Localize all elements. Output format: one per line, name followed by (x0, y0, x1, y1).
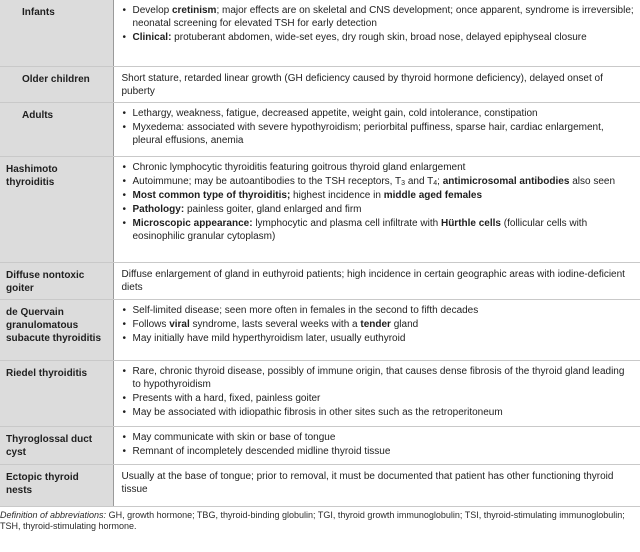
row-label: Infants (0, 0, 113, 66)
row-label: Thyroglossal duct cyst (0, 426, 113, 464)
bullet-item: • Follows viral syndrome, lasts several weeks with a tender gland (122, 318, 635, 331)
row-infants (0, 0, 640, 66)
row-de-quervain (0, 299, 640, 360)
row-label: Hashimoto thyroiditis (0, 156, 113, 262)
bullet-item: • Presents with a hard, fixed, painless goiter (122, 392, 635, 405)
row-label: Riedel thyroiditis (0, 360, 113, 426)
row-content (113, 299, 640, 360)
row-hashimoto (0, 156, 640, 262)
row-diffuse-goiter (0, 262, 640, 299)
row-content (113, 102, 640, 156)
bullet-item: • Rare, chronic thyroid disease, possibly of immune origin, that causes dense fibrosis of the thyroid gland leading to hypothyroidism (122, 365, 635, 391)
row-label: Older children (0, 66, 113, 102)
bullet-item: • Self-limited disease; seen more often in females in the second to fifth decades (122, 304, 635, 317)
row-content (113, 0, 640, 66)
abbreviations-footnote: Definition of abbreviations: GH, growth hormone; TBG, thyroid-binding globulin; TGI, thyroid growth immunoglobulin; TSI, thyroid-stimulating immunoglobulin; TSH, thyroid-stimulating hormone. (0, 510, 625, 531)
bullet-item: • Autoimmune; may be autoantibodies to the TSH receptors, $T_3$ and $T_4$; antimicrosomal antibodies also seen (122, 175, 635, 188)
bullet-item: • Clinical: protuberant abdomen, wide-set eyes, dry rough skin, broad nose, delayed epiphyseal closure (122, 31, 635, 44)
row-content: Usually at the base of tongue; prior to removal, it must be documented that patient has other functioning thyroid tissue (113, 464, 640, 506)
row-ectopic (0, 464, 640, 506)
bullet-item: • Lethargy, weakness, fatigue, decreased appetite, weight gain, cold intolerance, constipation (122, 107, 635, 120)
row-label: Ectopic thyroid nests (0, 464, 113, 506)
bullet-item: • Develop cretinism; major effects are on skeletal and CNS development; once apparent, syndrome is irreversible; neonatal screening for elevated TSH for early detection (122, 4, 635, 30)
row-content: Short stature, retarded linear growth (GH deficiency caused by thyroid hormone deficiency), delayed onset of puberty (113, 66, 640, 102)
row-label: Diffuse nontoxic goiter (0, 262, 113, 299)
row-content (113, 360, 640, 426)
row-adults (0, 102, 640, 156)
bullet-item: • May be associated with idiopathic fibrosis in other sites such as the retroperitoneum (122, 406, 635, 419)
bullet-item: • Remnant of incompletely descended midline thyroid tissue (122, 445, 635, 458)
bullet-item: • Myxedema: associated with severe hypothyroidism; periorbital puffiness, sparse hair, cardiac enlargement, pleural effusions, anemia (122, 121, 635, 147)
bullet-item: • Chronic lymphocytic thyroiditis featuring goitrous thyroid gland enlargement (122, 161, 635, 174)
row-content (113, 156, 640, 262)
bullet-item: • May initially have mild hyperthyroidism later, usually euthyroid (122, 332, 635, 345)
bullet-item: • May communicate with skin or base of tongue (122, 431, 635, 444)
row-content: Diffuse enlargement of gland in euthyroid patients; high incidence in certain geographic areas with iodine-deficient diets (113, 262, 640, 299)
row-label: Adults (0, 102, 113, 156)
row-label: de Quervain granulomatous subacute thyroiditis (0, 299, 113, 360)
bullet-item: • Pathology: painless goiter, gland enlarged and firm (122, 203, 635, 216)
bullet-item: • Microscopic appearance: lymphocytic and plasma cell infiltrate with Hürthle cells (follicular cells with eosinophilic granular cytoplasm) (122, 217, 635, 243)
row-content (113, 426, 640, 464)
row-riedel (0, 360, 640, 426)
row-thyroglossal (0, 426, 640, 464)
bullet-item: • Most common type of thyroiditis; highest incidence in middle aged females (122, 189, 635, 202)
row-older-children (0, 66, 640, 102)
